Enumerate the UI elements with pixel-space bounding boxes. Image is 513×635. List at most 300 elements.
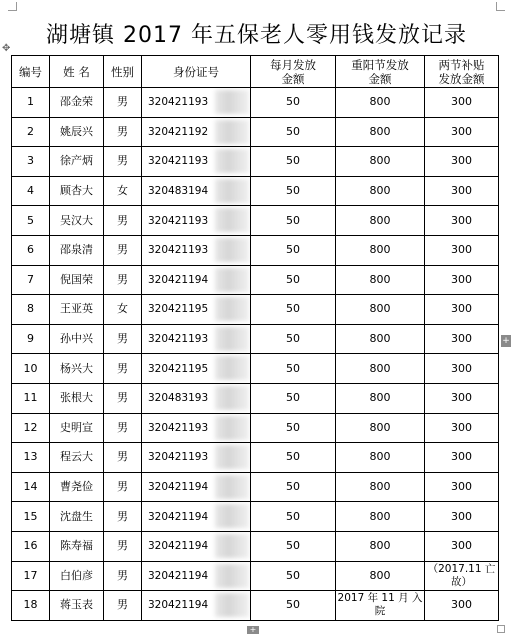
cell-chongyang-amount <box>336 502 425 532</box>
cell-no-text: 5 <box>27 213 34 227</box>
cell-chongyang-amount <box>336 206 425 236</box>
cell-id-number-text: 320421194 <box>148 569 209 582</box>
cell-name <box>50 472 104 502</box>
cell-gender-text: 男 <box>117 598 128 612</box>
header-id: 身份证号 <box>142 56 251 88</box>
cell-monthly-amount-text: 50 <box>286 154 300 168</box>
redaction-blur <box>215 416 249 440</box>
cell-name-text: 蒋玉表 <box>60 598 93 612</box>
cell-gender <box>104 88 142 118</box>
cell-chongyang-amount-text: 800 <box>369 213 391 227</box>
cell-no-text: 13 <box>23 450 38 464</box>
cell-no-text: 8 <box>27 302 34 316</box>
cell-no-text: 12 <box>23 420 38 434</box>
plus-icon: + <box>249 625 257 634</box>
cell-name <box>50 235 104 265</box>
cell-name <box>50 383 104 413</box>
cell-id-number <box>142 591 251 621</box>
cell-id-number-text: 320421193 <box>148 421 209 434</box>
cell-gender <box>104 413 142 443</box>
cell-gender-text: 男 <box>117 450 128 464</box>
cell-id-number <box>142 413 251 443</box>
cell-monthly-amount-text: 50 <box>286 568 300 582</box>
cell-no <box>12 502 50 532</box>
cell-chongyang-amount <box>336 324 425 354</box>
cell-chongyang-amount <box>336 591 425 621</box>
cell-name-text: 徐产炳 <box>60 154 93 168</box>
cell-festival-amount-text: （2017.11 亡故） <box>427 562 496 588</box>
cell-festival-amount <box>425 88 499 118</box>
table-row <box>12 206 499 236</box>
document-title: 湖塘镇 2017 年五保老人零用钱发放记录 <box>46 23 467 48</box>
cell-chongyang-amount <box>336 561 425 591</box>
cell-chongyang-amount-text: 800 <box>369 539 391 553</box>
cell-gender <box>104 147 142 177</box>
cell-festival-amount-text: 300 <box>451 213 472 227</box>
cell-name <box>50 117 104 147</box>
cell-id-number-text: 320421193 <box>148 333 209 346</box>
cell-name <box>50 206 104 236</box>
cell-festival-amount <box>425 176 499 206</box>
cell-festival-amount <box>425 235 499 265</box>
cell-chongyang-amount <box>336 295 425 325</box>
cell-no <box>12 354 50 384</box>
table-row <box>12 443 499 473</box>
cell-gender-text: 男 <box>117 213 128 227</box>
page-corner-mark-left <box>8 2 17 11</box>
cell-chongyang-amount <box>336 413 425 443</box>
cell-monthly-amount <box>251 88 336 118</box>
add-row-button[interactable] <box>247 626 259 634</box>
table-header-row <box>12 56 499 88</box>
redaction-blur <box>215 445 249 469</box>
cell-festival-amount <box>425 561 499 591</box>
table-row <box>12 561 499 591</box>
cell-name <box>50 295 104 325</box>
cell-no <box>12 383 50 413</box>
redaction-blur <box>215 120 249 144</box>
cell-no-text: 18 <box>23 598 38 612</box>
cell-id-number-text: 320421193 <box>148 96 209 109</box>
cell-id-number <box>142 354 251 384</box>
header-monthly-line2: 金额 <box>281 71 305 86</box>
cell-id-number-text: 320421194 <box>148 599 209 612</box>
cell-id-number-text: 320421194 <box>148 481 209 494</box>
table-row <box>12 354 499 384</box>
cell-no-text: 3 <box>27 154 34 168</box>
table-row <box>12 324 499 354</box>
table-resize-handle[interactable] <box>497 625 505 633</box>
cell-name-text: 姚辰兴 <box>60 124 93 138</box>
cell-chongyang-amount <box>336 176 425 206</box>
redaction-blur <box>215 327 249 351</box>
cell-name <box>50 88 104 118</box>
redaction-blur <box>215 504 249 528</box>
cell-chongyang-amount-text: 800 <box>369 361 391 375</box>
cell-id-number <box>142 265 251 295</box>
cell-no <box>12 147 50 177</box>
cell-monthly-amount-text: 50 <box>286 539 300 553</box>
cell-id-number <box>142 176 251 206</box>
redaction-blur <box>215 534 249 558</box>
cell-chongyang-amount <box>336 354 425 384</box>
table-row <box>12 591 499 621</box>
cell-festival-amount-text: 300 <box>451 450 472 464</box>
cell-monthly-amount <box>251 206 336 236</box>
cell-name-text: 邵金荣 <box>60 95 93 109</box>
table-row <box>12 147 499 177</box>
cell-id-number-text: 320421193 <box>148 451 209 464</box>
cell-gender-text: 男 <box>117 332 128 346</box>
cell-festival-amount-text: 300 <box>451 480 472 494</box>
cell-no-text: 2 <box>27 124 34 138</box>
cell-festival-amount-text: 300 <box>451 272 472 286</box>
cell-festival-amount <box>425 443 499 473</box>
cell-gender-text: 男 <box>117 95 128 109</box>
cell-chongyang-amount <box>336 88 425 118</box>
allowance-table <box>11 55 499 621</box>
cell-gender-text: 男 <box>117 568 128 582</box>
cell-monthly-amount-text: 50 <box>286 450 300 464</box>
cell-id-number-text: 320421194 <box>148 540 209 553</box>
cell-gender <box>104 472 142 502</box>
cell-festival-amount <box>425 383 499 413</box>
cell-monthly-amount-text: 50 <box>286 391 300 405</box>
cell-chongyang-amount-text: 800 <box>369 509 391 523</box>
cell-gender <box>104 531 142 561</box>
cell-monthly-amount <box>251 235 336 265</box>
cell-no <box>12 443 50 473</box>
header-monthly <box>251 56 336 88</box>
header-chongyang-line2: 金额 <box>368 71 392 86</box>
cell-no-text: 1 <box>27 95 34 109</box>
cell-gender <box>104 561 142 591</box>
add-column-button[interactable] <box>501 335 511 347</box>
cell-id-number <box>142 472 251 502</box>
header-festival-line1: 两节补贴 <box>438 57 485 72</box>
cell-name-text: 顾杏大 <box>60 184 93 198</box>
cell-name <box>50 176 104 206</box>
cell-monthly-amount <box>251 265 336 295</box>
cell-gender <box>104 265 142 295</box>
redaction-blur <box>215 149 249 173</box>
cell-festival-amount-text: 300 <box>451 391 472 405</box>
cell-monthly-amount-text: 50 <box>286 95 300 109</box>
cell-chongyang-amount <box>336 147 425 177</box>
cell-gender-text: 男 <box>117 243 128 257</box>
cell-festival-amount-text: 300 <box>451 243 472 257</box>
cell-monthly-amount <box>251 176 336 206</box>
cell-name <box>50 265 104 295</box>
plus-icon: + <box>502 336 510 346</box>
cell-gender <box>104 295 142 325</box>
cell-gender <box>104 117 142 147</box>
cell-id-number <box>142 324 251 354</box>
cell-festival-amount <box>425 147 499 177</box>
cell-monthly-amount-text: 50 <box>286 124 300 138</box>
cell-id-number <box>142 295 251 325</box>
cell-monthly-amount-text: 50 <box>286 509 300 523</box>
cell-id-number <box>142 117 251 147</box>
cell-chongyang-amount-text: 800 <box>369 391 391 405</box>
cell-chongyang-amount-text: 800 <box>369 184 391 198</box>
cell-festival-amount <box>425 117 499 147</box>
cell-monthly-amount <box>251 472 336 502</box>
table-row <box>12 472 499 502</box>
table-row <box>12 88 499 118</box>
cell-chongyang-amount-text: 2017 年 11 月 入院 <box>337 592 423 618</box>
cell-id-number-text: 320421195 <box>148 303 209 316</box>
cell-monthly-amount-text: 50 <box>286 272 300 286</box>
cell-name-text: 邵泉清 <box>60 243 93 257</box>
cell-chongyang-amount-text: 800 <box>369 95 391 109</box>
cell-no <box>12 591 50 621</box>
cell-id-number <box>142 531 251 561</box>
table-move-handle[interactable] <box>2 44 12 54</box>
cell-monthly-amount <box>251 413 336 443</box>
cell-gender <box>104 443 142 473</box>
cell-id-number <box>142 383 251 413</box>
cell-monthly-amount <box>251 147 336 177</box>
redaction-blur <box>215 356 249 380</box>
cell-gender-text: 男 <box>117 539 128 553</box>
cell-festival-amount-text: 300 <box>451 184 472 198</box>
cell-chongyang-amount-text: 800 <box>369 450 391 464</box>
header-festival <box>425 56 499 88</box>
cell-name <box>50 531 104 561</box>
cell-name-text: 杨兴大 <box>60 361 93 375</box>
cell-no-text: 9 <box>27 332 34 346</box>
cell-id-number <box>142 443 251 473</box>
cell-id-number-text: 320483194 <box>148 185 209 198</box>
redaction-blur <box>215 386 249 410</box>
cell-chongyang-amount <box>336 235 425 265</box>
cell-name-text: 王亚英 <box>60 302 93 316</box>
cell-monthly-amount <box>251 561 336 591</box>
redaction-blur <box>215 268 249 292</box>
cell-monthly-amount-text: 50 <box>286 598 300 612</box>
cell-id-number <box>142 147 251 177</box>
cell-chongyang-amount-text: 800 <box>369 332 391 346</box>
cell-chongyang-amount-text: 800 <box>369 568 391 582</box>
cell-no-text: 6 <box>27 243 34 257</box>
cell-no-text: 11 <box>23 391 38 405</box>
cell-festival-amount <box>425 413 499 443</box>
header-name: 姓 名 <box>50 56 104 88</box>
cell-no-text: 15 <box>23 509 38 523</box>
cell-gender <box>104 206 142 236</box>
cell-gender-text: 男 <box>117 391 128 405</box>
cell-name-text: 程云大 <box>60 450 93 464</box>
table-row <box>12 117 499 147</box>
redaction-blur <box>215 90 249 114</box>
cell-name <box>50 324 104 354</box>
header-festival-line2: 发放金额 <box>438 71 485 86</box>
cell-id-number <box>142 88 251 118</box>
cell-monthly-amount-text: 50 <box>286 302 300 316</box>
cell-festival-amount <box>425 591 499 621</box>
cell-festival-amount-text: 300 <box>451 124 472 138</box>
cell-festival-amount <box>425 324 499 354</box>
cell-no <box>12 531 50 561</box>
cell-id-number <box>142 235 251 265</box>
cell-monthly-amount-text: 50 <box>286 332 300 346</box>
cell-festival-amount <box>425 295 499 325</box>
cell-chongyang-amount <box>336 443 425 473</box>
cell-no-text: 14 <box>23 480 38 494</box>
cell-id-number-text: 320421192 <box>148 125 209 138</box>
cell-name <box>50 443 104 473</box>
cell-name-text: 陈寿福 <box>60 539 93 553</box>
cell-monthly-amount-text: 50 <box>286 480 300 494</box>
cell-monthly-amount-text: 50 <box>286 243 300 257</box>
cell-monthly-amount <box>251 324 336 354</box>
cell-monthly-amount-text: 50 <box>286 184 300 198</box>
cell-chongyang-amount-text: 800 <box>369 302 391 316</box>
header-monthly-line1: 每月发放 <box>270 57 316 72</box>
header-chongyang <box>336 56 425 88</box>
cell-festival-amount-text: 300 <box>451 420 472 434</box>
table-row <box>12 502 499 532</box>
cell-chongyang-amount <box>336 531 425 561</box>
cell-no-text: 17 <box>23 568 38 582</box>
cell-festival-amount-text: 300 <box>451 95 472 109</box>
cell-no <box>12 206 50 236</box>
cell-name <box>50 413 104 443</box>
cell-no-text: 10 <box>23 361 38 375</box>
table-row <box>12 176 499 206</box>
cell-no <box>12 324 50 354</box>
cell-monthly-amount <box>251 502 336 532</box>
cell-name <box>50 561 104 591</box>
cell-monthly-amount <box>251 383 336 413</box>
redaction-blur <box>215 564 249 588</box>
cell-name-text: 白伯彦 <box>60 568 93 582</box>
cell-gender <box>104 383 142 413</box>
redaction-blur <box>215 475 249 499</box>
cell-gender-text: 男 <box>117 272 128 286</box>
cell-no-text: 4 <box>27 184 34 198</box>
cell-id-number-text: 320421194 <box>148 273 209 286</box>
cell-name-text: 孙中兴 <box>60 332 93 346</box>
table-row <box>12 383 499 413</box>
cell-no <box>12 117 50 147</box>
cell-chongyang-amount <box>336 265 425 295</box>
table-row <box>12 413 499 443</box>
cell-gender-text: 男 <box>117 480 128 494</box>
cell-no <box>12 265 50 295</box>
cell-chongyang-amount-text: 800 <box>369 480 391 494</box>
cell-monthly-amount <box>251 117 336 147</box>
cell-name-text: 倪国荣 <box>60 272 93 286</box>
redaction-blur <box>215 208 249 232</box>
cell-no <box>12 88 50 118</box>
header-gender: 性别 <box>104 56 142 88</box>
cell-id-number-text: 320421194 <box>148 510 209 523</box>
cell-gender <box>104 502 142 532</box>
table-row <box>12 265 499 295</box>
cell-name-text: 张根大 <box>60 391 93 405</box>
cell-festival-amount <box>425 472 499 502</box>
redaction-blur <box>215 179 249 203</box>
cell-festival-amount <box>425 206 499 236</box>
cell-name-text: 沈盘生 <box>60 509 93 523</box>
cell-name <box>50 502 104 532</box>
cell-chongyang-amount <box>336 472 425 502</box>
cell-id-number-text: 320421193 <box>148 214 209 227</box>
cell-chongyang-amount-text: 800 <box>369 420 391 434</box>
cell-id-number-text: 320421193 <box>148 244 209 257</box>
cell-name <box>50 147 104 177</box>
cell-name-text: 史明宣 <box>60 420 93 434</box>
cell-no <box>12 295 50 325</box>
cell-gender <box>104 235 142 265</box>
cell-no-text: 7 <box>27 272 34 286</box>
cell-id-number <box>142 206 251 236</box>
cell-festival-amount <box>425 265 499 295</box>
cell-chongyang-amount <box>336 383 425 413</box>
cell-monthly-amount <box>251 591 336 621</box>
cell-name <box>50 354 104 384</box>
cell-festival-amount-text: 300 <box>451 539 472 553</box>
cell-festival-amount <box>425 354 499 384</box>
cell-festival-amount <box>425 531 499 561</box>
cell-gender-text: 男 <box>117 154 128 168</box>
table-row <box>12 235 499 265</box>
cell-chongyang-amount-text: 800 <box>369 272 391 286</box>
page-corner-mark-right <box>496 2 505 11</box>
redaction-blur <box>215 297 249 321</box>
cell-gender-text: 男 <box>117 361 128 375</box>
table-row <box>12 295 499 325</box>
cell-monthly-amount-text: 50 <box>286 420 300 434</box>
cell-festival-amount <box>425 502 499 532</box>
redaction-blur <box>215 593 249 617</box>
cell-chongyang-amount <box>336 117 425 147</box>
cell-gender-text: 男 <box>117 509 128 523</box>
redaction-blur <box>215 238 249 262</box>
cell-name <box>50 591 104 621</box>
cell-festival-amount-text: 300 <box>451 361 472 375</box>
cell-monthly-amount <box>251 531 336 561</box>
cell-gender <box>104 176 142 206</box>
cell-festival-amount-text: 300 <box>451 154 472 168</box>
cell-id-number <box>142 502 251 532</box>
cell-gender <box>104 591 142 621</box>
header-no: 编号 <box>12 56 50 88</box>
cell-id-number-text: 320421193 <box>148 155 209 168</box>
cell-no <box>12 561 50 591</box>
cell-festival-amount-text: 300 <box>451 302 472 316</box>
cell-gender-text: 女 <box>117 184 128 198</box>
cell-chongyang-amount-text: 800 <box>369 243 391 257</box>
cell-monthly-amount-text: 50 <box>286 361 300 375</box>
cell-id-number-text: 320421195 <box>148 362 209 375</box>
cell-festival-amount-text: 300 <box>451 509 472 523</box>
cell-chongyang-amount-text: 800 <box>369 154 391 168</box>
move-icon: ✥ <box>2 43 11 54</box>
cell-gender-text: 男 <box>117 124 128 138</box>
cell-monthly-amount <box>251 354 336 384</box>
cell-gender <box>104 354 142 384</box>
cell-id-number-text: 320483193 <box>148 392 209 405</box>
cell-no <box>12 235 50 265</box>
cell-no <box>12 413 50 443</box>
cell-chongyang-amount-text: 800 <box>369 124 391 138</box>
cell-gender-text: 女 <box>117 302 128 316</box>
cell-no-text: 16 <box>23 539 38 553</box>
cell-monthly-amount <box>251 443 336 473</box>
